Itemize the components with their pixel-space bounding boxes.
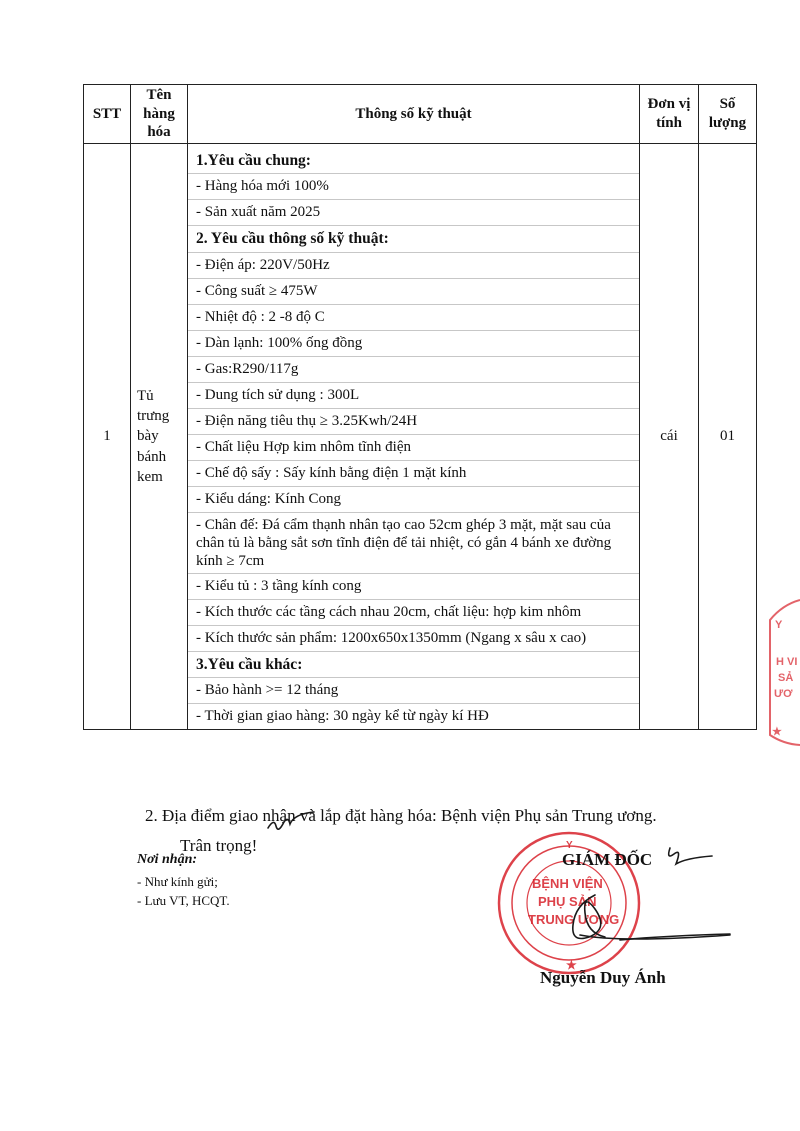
spec-item: - Công suất ≥ 475W [188, 279, 639, 305]
svg-text:H VI: H VI [776, 656, 798, 668]
cell-unit: cái [640, 144, 699, 730]
spec-item: - Gas:R290/117g [188, 357, 639, 383]
spec-item: - Hàng hóa mới 100% [188, 174, 639, 200]
spec-item: - Kích thước các tầng cách nhau 20cm, chất liệu: hợp kim nhôm [188, 600, 639, 626]
svg-text:Y: Y [775, 619, 783, 631]
spec-item: - Kiểu dáng: Kính Cong [188, 487, 639, 513]
recipient-item: - Như kính gửi; [137, 874, 218, 889]
cell-product-name: Tủ trưng bày bánh kem [131, 144, 188, 730]
delivery-location-note: 2. Địa điểm giao nhận và lắp đặt hàng hóa: Bệnh viện Phụ sản Trung ương. [145, 806, 657, 825]
spec-item: - Chất liệu Hợp kim nhôm tĩnh điện [188, 435, 639, 461]
recipients-title: Nơi nhận: [137, 852, 198, 867]
header-specs: Thông số kỹ thuật [188, 85, 640, 144]
cell-stt: 1 [84, 144, 131, 730]
cell-qty: 01 [699, 144, 757, 730]
spec-item: - Sản xuất năm 2025 [188, 200, 639, 226]
svg-text:★: ★ [772, 726, 782, 738]
spec-item: - Chân đế: Đá cẩm thạnh nhân tạo cao 52cm ghép 3 mặt, mặt sau của chân tủ là bằng sắt sơn tĩnh điện để tải nhiệt, có gắn 4 bánh xe đường kính ≥ 7cm [188, 513, 639, 574]
svg-text:ƯƠ: ƯƠ [774, 688, 793, 700]
spec-item: - Chế độ sấy : Sấy kính bằng điện 1 mặt kính [188, 461, 639, 487]
seal-line: PHỤ SẢN [538, 894, 597, 909]
spec-section-heading: 1.Yêu cầu chung: [188, 148, 639, 174]
header-qty: Số lượng [699, 85, 757, 144]
spec-item: - Kiểu tủ : 3 tầng kính cong [188, 574, 639, 600]
header-stt: STT [84, 85, 131, 144]
seal-line: BỆNH VIỆN [532, 876, 603, 891]
signatory-title: GIÁM ĐỐC [562, 850, 653, 869]
spec-item: - Dung tích sử dụng : 300L [188, 383, 639, 409]
svg-text:★: ★ [566, 958, 577, 972]
spec-item: - Bảo hành >= 12 tháng [188, 678, 639, 704]
signatory-name: Nguyễn Duy Ánh [540, 968, 666, 987]
svg-text:SẢ: SẢ [778, 672, 794, 684]
seal-line: TRUNG ƯƠNG [528, 912, 620, 927]
closing-greeting: Trân trọng! [180, 836, 258, 855]
svg-text:Y: Y [566, 840, 573, 851]
spec-item: - Nhiệt độ : 2 -8 độ C [188, 305, 639, 331]
header-name: Tên hàng hóa [131, 85, 188, 144]
spec-item: - Thời gian giao hàng: 30 ngày kể từ ngày kí HĐ [196, 708, 489, 725]
spec-section-heading: 2. Yêu cầu thông số kỹ thuật: [188, 226, 639, 252]
spec-item: - Kích thước sản phẩm: 1200x650x1350mm (Ngang x sâu x cao) [188, 626, 639, 652]
header-unit: Đơn vị tính [640, 85, 699, 144]
recipient-item: - Lưu VT, HCQT. [137, 893, 230, 908]
spec-item: - Điện năng tiêu thụ ≥ 3.25Kwh/24H [188, 409, 639, 435]
spec-item: - Dàn lạnh: 100% ống đồng [188, 331, 639, 357]
spec-item: - Điện áp: 220V/50Hz [188, 253, 639, 279]
spec-section-heading: 3.Yêu cầu khác: [188, 652, 639, 678]
